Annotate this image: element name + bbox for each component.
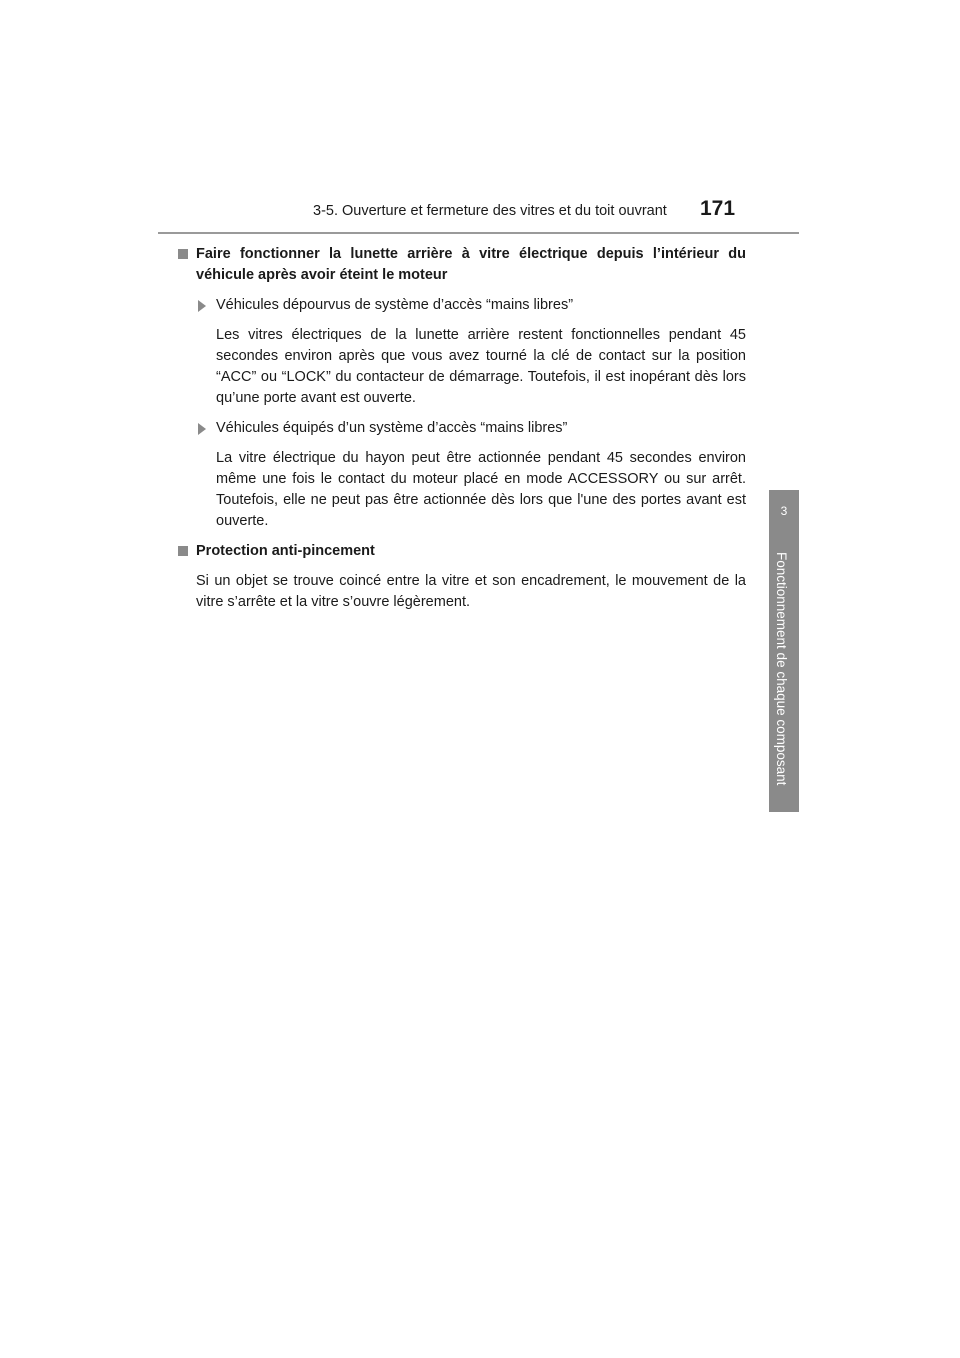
square-bullet-icon — [178, 249, 188, 259]
page-number: 171 — [700, 197, 736, 220]
triangle-bullet-icon — [198, 300, 206, 312]
chapter-number: 3 — [780, 504, 788, 518]
triangle-bullet-icon — [198, 423, 206, 435]
section-heading — [176, 541, 746, 562]
header-rule — [158, 232, 799, 234]
page-content — [196, 244, 746, 622]
subsection-label — [196, 295, 746, 316]
chapter-side-tab — [769, 490, 799, 812]
section-heading-text: Faire fonctionner la lunette arrière à vitre électrique depuis l’intérieur du véhicule après avoir éteint le moteur — [196, 246, 746, 283]
section-heading — [176, 244, 746, 286]
paragraph: La vitre électrique du hayon peut être actionnée pendant 45 secondes environ même une fois le contact du moteur placé en mode ACCESSORY ou sur arrêt. Toutefois, elle ne peut pas être actionnée dès lors que l'une des portes avant est ouverte. — [216, 450, 746, 529]
chapter-title: Fonctionnement de chaque composant — [774, 552, 789, 786]
paragraph: Les vitres électriques de la lunette arrière restent fonctionnelles pendant 45 secondes environ après que vous avez tourné la clé de contact sur la position “ACC” ou “LOCK” du contacteur de démarrage. Toutefois, il est inopérant dès lors qu’une porte avant est ouverte. — [216, 327, 746, 406]
subsection-label-text: Véhicules dépourvus de système d’accès “mains libres” — [216, 297, 574, 313]
paragraph: Si un objet se trouve coincé entre la vitre et son encadrement, le mouvement de la vitre s’arrête et la vitre s’ouvre légèrement. — [196, 573, 746, 610]
square-bullet-icon — [178, 546, 188, 556]
section-heading-text: Protection anti-pincement — [196, 543, 375, 559]
section-title: 3-5. Ouverture et fermeture des vitres et du toit ouvrant — [313, 203, 667, 219]
subsection-label-text: Véhicules équipés d’un système d’accès “mains libres” — [216, 420, 568, 436]
subsection-label — [196, 418, 746, 439]
